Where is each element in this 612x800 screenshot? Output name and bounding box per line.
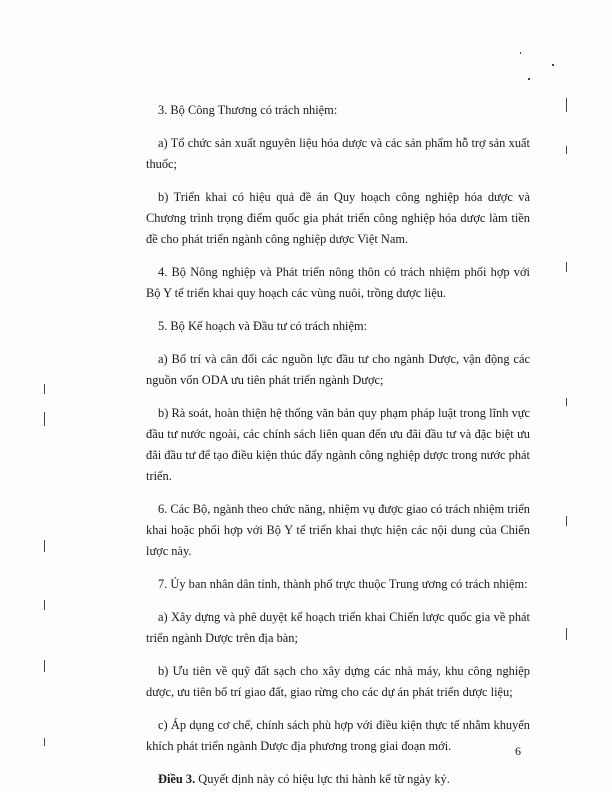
paragraph-item-3: 3. Bộ Công Thương có trách nhiệm: (158, 103, 338, 117)
article-3-paragraph (146, 769, 530, 790)
paragraph-item-7a: a) Xây dựng và phê duyệt kế hoạch triển khai Chiến lược quốc gia về phát triển ngành Dược trên địa bàn; (146, 610, 530, 645)
article-3-text: Quyết định này có hiệu lực thi hành kể từ ngày ký. (195, 772, 450, 786)
article-3-label: Điều 3. (158, 772, 196, 786)
scan-artifact-mark (566, 628, 567, 640)
paragraph-item-5: 5. Bộ Kế hoạch và Đầu tư có trách nhiệm: (158, 319, 368, 333)
scan-artifact-mark (566, 146, 567, 154)
paragraph-item-6: 6. Các Bộ, ngành theo chức năng, nhiệm vụ được giao có trách nhiệm triển khai hoặc phối hợp với Bộ Y tế triển khai thực hiện các nội dung của Chiến lược này. (146, 502, 530, 558)
scan-artifact-mark (44, 412, 45, 426)
paragraph-item-5a: a) Bố trí và cân đối các nguồn lực đầu tư cho ngành Dược, vận động các nguồn vốn ODA ưu tiên phát triển ngành Dược; (146, 352, 530, 387)
scan-artifact-mark (528, 78, 530, 80)
paragraph-item-3a: a) Tổ chức sản xuất nguyên liệu hóa dược và các sản phẩm hỗ trợ sản xuất thuốc; (146, 136, 530, 171)
paragraph-item-7c: c) Áp dụng cơ chế, chính sách phù hợp với điều kiện thực tế nhằm khuyến khích phát triển ngành Dược địa phương trong giai đoạn mới. (146, 718, 530, 753)
document-body (146, 100, 530, 800)
paragraph-item-4: 4. Bộ Nông nghiệp và Phát triển nông thôn có trách nhiệm phối hợp với Bộ Y tế triển khai quy hoạch các vùng nuôi, trồng dược liệu. (146, 265, 530, 300)
scan-artifact-mark (566, 516, 567, 526)
scan-artifact-mark (566, 262, 567, 272)
paragraph-item-3b: b) Triển khai có hiệu quả đề án Quy hoạch công nghiệp hóa dược và Chương trình trọng điểm quốc gia phát triển công nghiệp hóa dược làm tiền đề cho phát triển ngành công nghiệp dược Việt Nam. (146, 190, 530, 246)
scan-artifact-mark (44, 384, 45, 394)
paragraph-item-7: 7. Ủy ban nhân dân tỉnh, thành phố trực thuộc Trung ương có trách nhiệm: (158, 577, 528, 591)
scan-artifact-mark (552, 64, 554, 66)
scan-artifact-mark (566, 98, 567, 112)
scan-artifact-mark (44, 660, 45, 672)
paragraph-item-5b: b) Rà soát, hoàn thiện hệ thống văn bản quy phạm pháp luật trong lĩnh vực đầu tư nước ngoài, các chính sách liên quan đến ưu đãi đầu tư và đặc biệt ưu đãi đầu tư để tạo điều kiện thúc đẩy ngành công nghiệp dược trong nước phát triển. (146, 406, 530, 483)
page-number: 6 (515, 744, 521, 758)
scan-artifact-mark (44, 600, 45, 610)
scan-artifact-mark (44, 738, 45, 746)
scan-artifact-mark (520, 52, 521, 54)
paragraph-item-7b: b) Ưu tiên về quỹ đất sạch cho xây dựng các nhà máy, khu công nghiệp dược, ưu tiên bố trí giao đất, giao rừng cho các dự án phát triển dược liệu; (146, 664, 530, 699)
scan-artifact-mark (44, 540, 45, 552)
scan-artifact-mark (566, 398, 567, 406)
